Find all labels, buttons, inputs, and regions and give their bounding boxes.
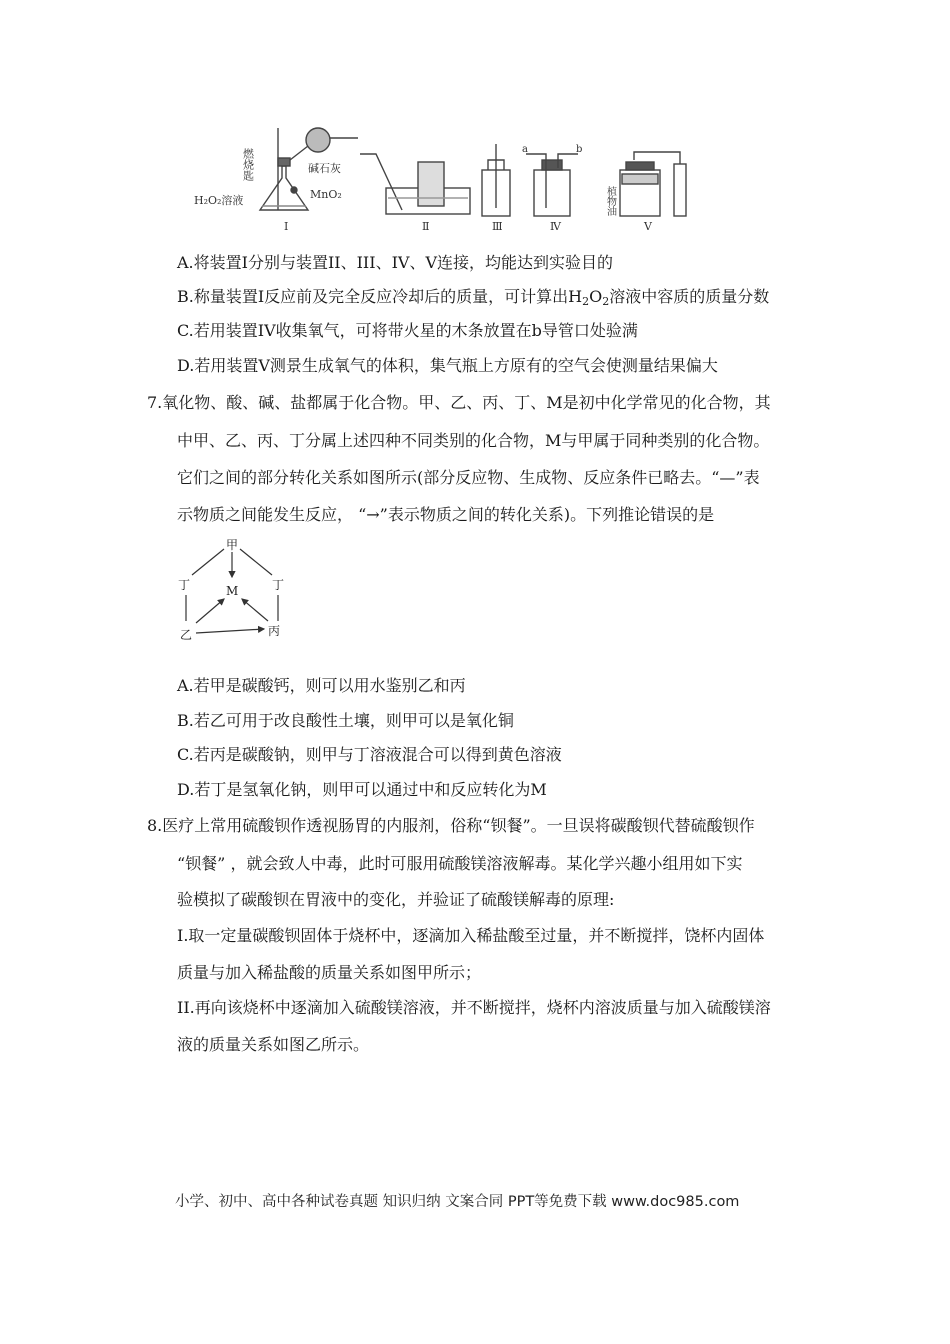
edge-bottom-left-center [196, 599, 224, 623]
label-port-a: a [522, 144, 528, 155]
q7-stem-line-3: 它们之间的部分转化关系如图所示(部分反应物、生成物、反应条件已略去。“—”表 [177, 468, 760, 487]
apparatus-5 [620, 152, 686, 216]
numeral-5: Ⅴ [644, 220, 652, 233]
label-burner-spoon: 燃烧匙 [241, 148, 255, 181]
node-bing: 丙 [268, 624, 281, 638]
q8-stem-line-1: 8.医疗上常用硫酸钡作透视肠胃的内服剂，俗称“钡餐”。一旦误将碳酸钡代替硫酸钡作 [147, 816, 755, 835]
label-mno2: MnO₂ [310, 188, 342, 201]
node-m: M [226, 584, 239, 598]
q8-step-2-line-2: 液的质量关系如图乙所示。 [177, 1035, 370, 1054]
q8-step-1-line-2: 质量与加入稀盐酸的质量关系如图甲所示； [177, 963, 482, 982]
label-vegetable-oil: 植物油 [604, 186, 616, 216]
q7-option-d: D.若丁是氢氧化钠，则甲可以通过中和反应转化为M [177, 780, 547, 799]
label-soda-lime: 碱石灰 [308, 162, 341, 175]
q8-step-2-line-1: II.再向该烧杯中逐滴加入硫酸镁溶液，并不断搅拌，烧杯内溶波质量与加入硫酸镁溶 [177, 998, 771, 1017]
q7-stem-line-4: 示物质之间能发生反应， “→”表示物质之间的转化关系)。下列推论错误的是 [177, 505, 715, 524]
apparatus-figure [190, 118, 710, 238]
q6-option-d: D.若用装置V测景生成氧气的体积，集气瓶上方原有的空气会使测量结果偏大 [177, 356, 718, 375]
q6-option-b: B.称量装置I反应前及完全反应冷却后的质量，可计算出$H_2O_2$溶液中容质的质量分数 [177, 287, 770, 308]
numeral-4: Ⅳ [550, 220, 561, 233]
apparatus-4 [526, 154, 578, 216]
label-port-b: b [576, 144, 583, 155]
q8-stem-line-3: 验模拟了碳酸钡在胃液中的变化，并验证了硫酸镁解毒的原理: [177, 890, 615, 909]
page-footer: 小学、初中、高中各种试卷真题 知识归纳 文案合同 PPT等免费下载 www.doc985.com [175, 1194, 740, 1210]
q7-stem-line-1: 7.氧化物、酸、碱、盐都属于化合物。甲、乙、丙、丁、M是初中化学常见的化合物，其 [147, 393, 771, 412]
node-jia: 甲 [226, 538, 239, 552]
numeral-3: Ⅲ [492, 220, 503, 233]
q8-stem-line-2: “钡餐” ，就会致人中毒，此时可服用硫酸镁溶液解毒。某化学兴趣小组用如下实 [177, 854, 743, 873]
q7-option-b: B.若乙可用于改良酸性土壤，则甲可以是氧化铜 [177, 711, 514, 730]
q7-relation-diagram [172, 537, 302, 642]
edge-top-right [240, 549, 272, 575]
apparatus-3 [482, 144, 510, 216]
q7-stem-line-2: 中甲、乙、丙、丁分属上述四种不同类别的化合物，M与甲属于同种类别的化合物。 [177, 431, 770, 450]
q7-option-a: A.若甲是碳酸钙，则可以用水鉴别乙和丙 [177, 676, 466, 695]
node-ding-left: 丁 [178, 578, 191, 592]
numeral-1: Ⅰ [284, 220, 289, 233]
label-h2o2-solution: H₂O₂溶液 [194, 194, 244, 207]
numeral-2: Ⅱ [422, 220, 430, 233]
q6-option-c: C.若用装置IV收集氧气，可将带火星的木条放置在b导管口处验满 [177, 321, 638, 340]
edge-bottom [196, 629, 264, 633]
q6-option-a: A.将装置I分别与装置II、III、IV、V连接，均能达到实验目的 [177, 253, 613, 272]
edge-top-left [192, 549, 224, 575]
node-yi: 乙 [180, 628, 193, 642]
apparatus-2 [360, 154, 470, 214]
node-ding-right: 丁 [272, 578, 285, 592]
q8-step-1-line-1: I.取一定量碳酸钡固体于烧杯中，逐滴加入稀盐酸至过量，并不断搅拌，饶杯内固体 [177, 926, 765, 945]
q7-option-c: C.若丙是碳酸钠，则甲与丁溶液混合可以得到黄色溶液 [177, 745, 562, 764]
edge-bottom-right-center [242, 599, 268, 621]
